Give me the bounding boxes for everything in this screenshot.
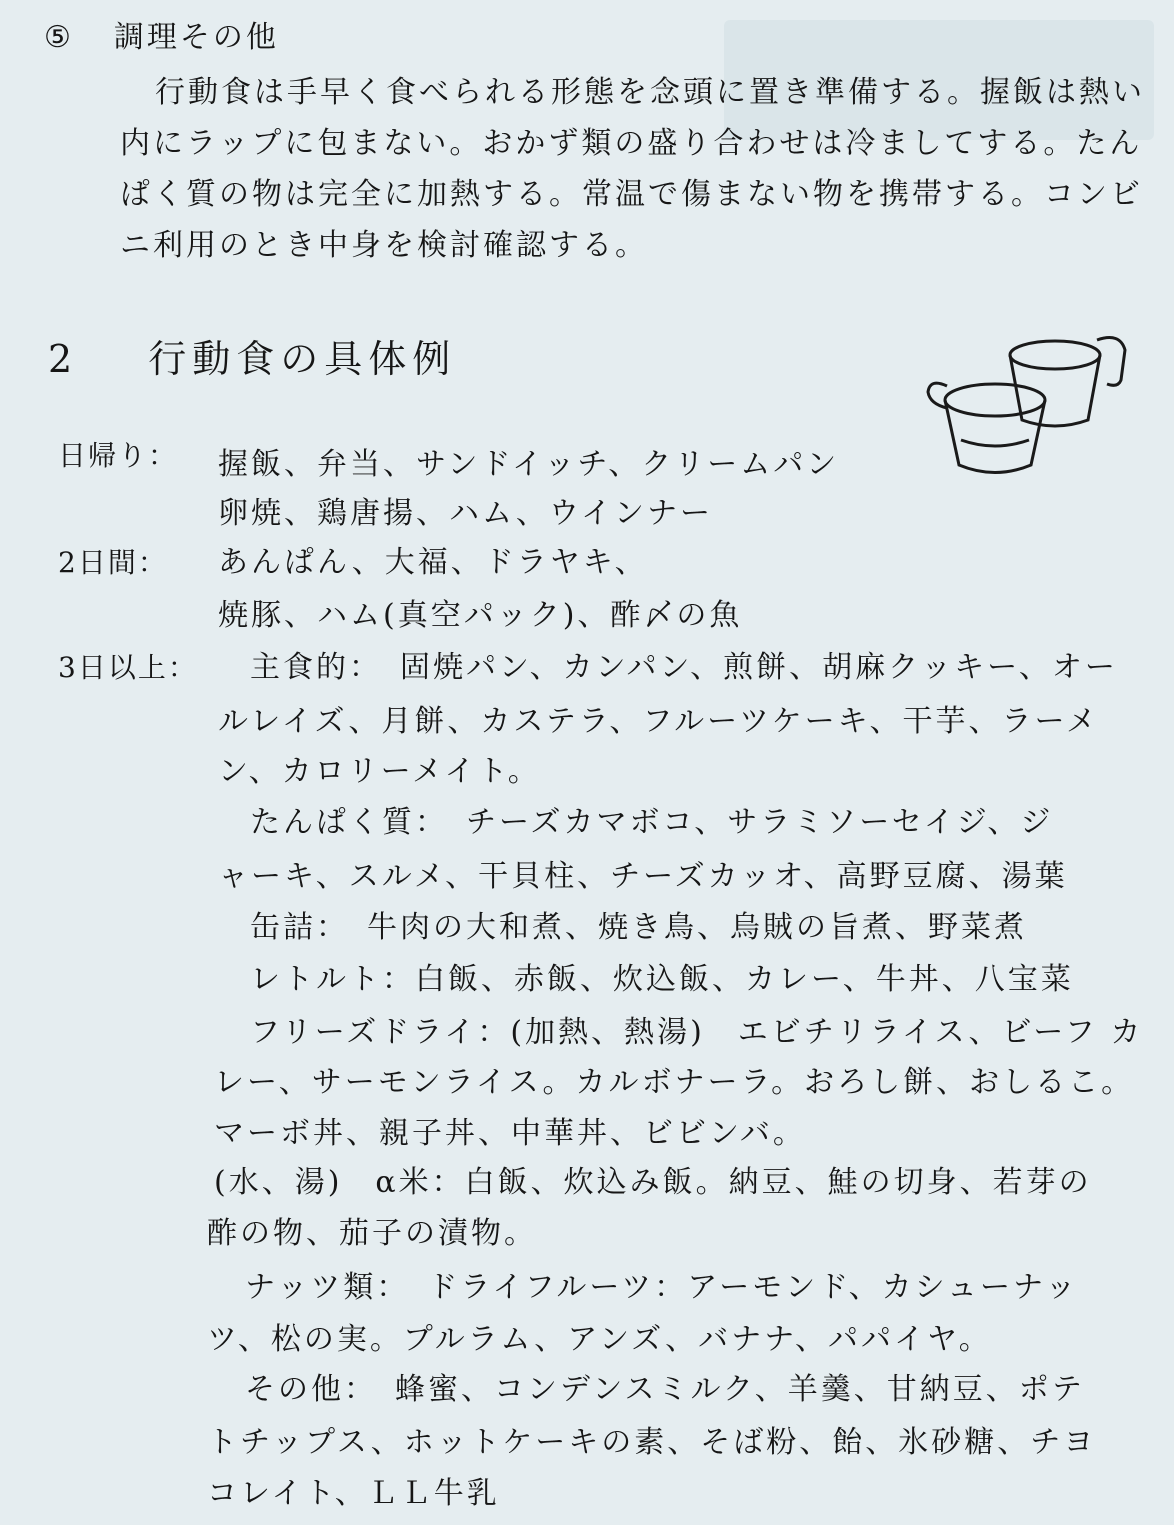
three-days-line: 主食的： 固焼パン、カンパン、煎餅、胡麻クッキー、オー [250, 650, 1118, 685]
label-two-days: 2日間： [58, 546, 168, 579]
day-trip-line: 卵焼、鶏唐揚、ハム、ウインナー [218, 496, 713, 531]
day-trip-line: 握飯、弁当、サンドイッチ、クリームパン [218, 447, 840, 482]
three-days-line: たんぱく質： チーズカマボコ、サラミソーセイジ、ジ [250, 805, 1054, 840]
three-days-line: ャーキ、スルメ、干貝柱、チーズカッオ、高野豆腐、湯葉 [218, 859, 1068, 894]
cups-icon [925, 320, 1135, 490]
three-days-line: 酢の物、茄子の漬物。 [207, 1216, 537, 1251]
three-days-line: トチップス、ホットケーキの素、そば粉、飴、氷砂糖、チヨ [207, 1425, 1097, 1460]
section-5-line: ぱく質の物は完全に加熱する。常温で傷まない物を携帯する。コンビ [120, 177, 1143, 212]
section-5-number: ⑤ [44, 20, 74, 55]
three-days-line: (水、湯) α米：白飯、炊込み飯。納豆、鮭の切身、若芽の [214, 1165, 1092, 1200]
section-2-number: 2 [48, 337, 79, 381]
label-day-trip: 日帰り： [58, 439, 179, 472]
label-three-days: 3日以上： [58, 651, 198, 684]
section-2-heading [48, 335, 456, 383]
three-days-line: その他： 蜂蜜、コンデンスミルク、羊羹、甘納豆、ポテ [245, 1372, 1085, 1407]
two-days-line: 焼豚、ハム(真空パック)、酢〆の魚 [218, 598, 743, 633]
section-5-line: 行動食は手早く食べられる形態を念頭に置き準備する。握飯は熱い [155, 75, 1145, 110]
section-2-title: 行動食の具体例 [148, 337, 457, 381]
three-days-line: 缶詰： 牛肉の大和煮、焼き鳥、烏賊の旨煮、野菜煮 [250, 910, 1027, 945]
three-days-line: マーボ丼、親子丼、中華丼、ビビンバ。 [214, 1116, 806, 1151]
three-days-line: ン、カロリーメイト。 [218, 754, 541, 789]
three-days-line: ルレイズ、月餅、カステラ、フルーツケーキ、干芋、ラーメ [218, 704, 1099, 739]
three-days-line: ナッツ類： ドライフルーツ：アーモンド、カシューナッ [245, 1270, 1079, 1305]
section-5-line: ニ利用のとき中身を検討確認する。 [120, 228, 648, 263]
three-days-line: ツ、松の実。プルラム、アンズ、バナナ、パパイヤ。 [207, 1322, 992, 1357]
section-5-heading [44, 18, 279, 58]
two-days-line: あんぱん、大福、ドラヤキ、 [218, 545, 648, 580]
three-days-line: フリーズドライ：(加熱、熱湯) エビチリライス、ビーフ カ [250, 1015, 1144, 1050]
three-days-line: レー、サーモンライス。カルボナーラ。おろし餅、おしるこ。 [214, 1065, 1135, 1100]
three-days-line: レトルト：白飯、赤飯、炊込飯、カレー、牛丼、八宝菜 [250, 962, 1074, 997]
three-days-line: コレイト、ＬＬ牛乳 [207, 1476, 500, 1511]
section-5-title: 調理その他 [113, 20, 279, 55]
section-5-line: 内にラップに包まない。おかず類の盛り合わせは冷ましてする。たん [120, 126, 1143, 161]
